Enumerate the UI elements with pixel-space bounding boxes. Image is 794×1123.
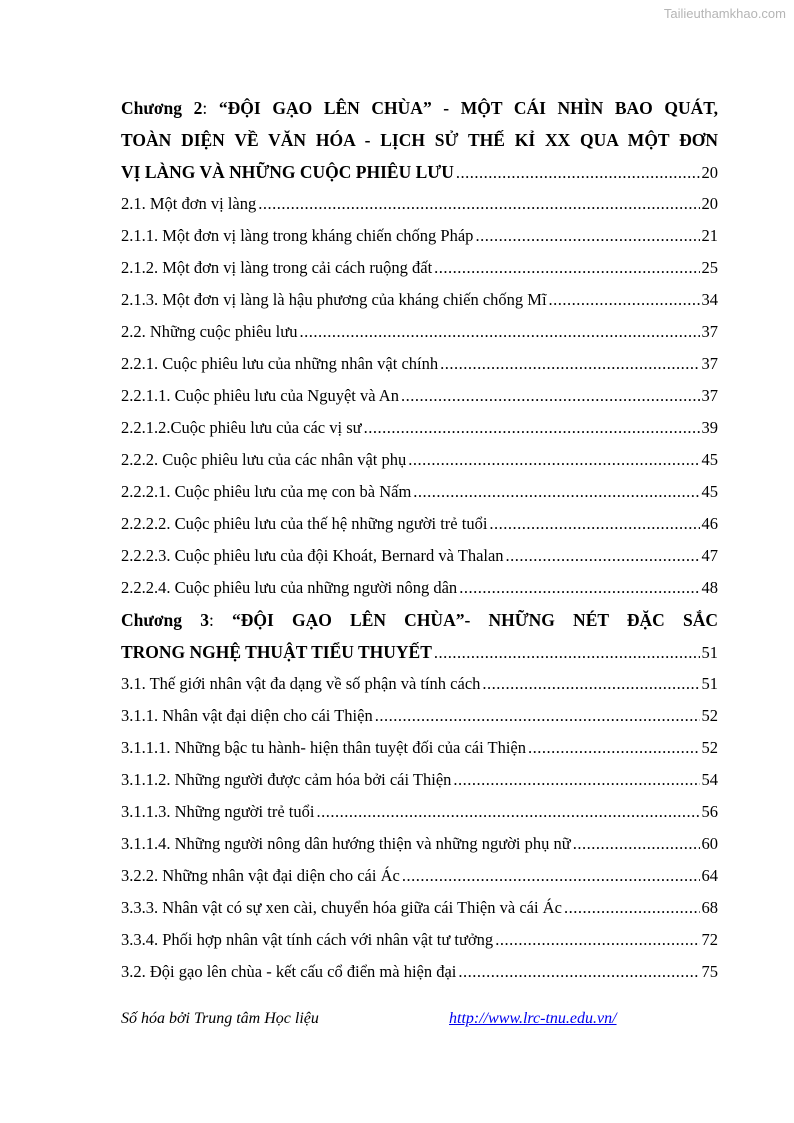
toc-entry[interactable] (121, 476, 718, 508)
page-number: 72 (701, 930, 718, 949)
dot-leader (364, 412, 700, 444)
toc-entry-label: 2.2.1.1. Cuộc phiêu lưu của Nguyệt và An (121, 386, 399, 405)
toc-entry[interactable] (121, 892, 718, 924)
toc-entry[interactable] (121, 828, 718, 860)
dot-leader (453, 764, 699, 796)
dot-leader (408, 444, 699, 476)
toc-entry-label: 2.2.2.3. Cuộc phiêu lưu của đội Khoát, Bernard và Thalan (121, 546, 504, 565)
page-number: 46 (701, 514, 718, 533)
toc-entry[interactable] (121, 508, 718, 540)
dot-leader (299, 316, 699, 348)
page-number: 56 (701, 802, 718, 821)
dot-leader (549, 284, 700, 316)
page-number: 68 (701, 898, 718, 917)
footer-url-link[interactable]: http://www.lrc-tnu.edu.vn/ (449, 1010, 617, 1027)
dot-leader (402, 860, 700, 892)
toc-entry-label: 3.1.1.1. Những bậc tu hành- hiện thân tuyệt đối của cái Thiện (121, 738, 526, 757)
dot-leader (482, 668, 699, 700)
toc-entry-label: 2.1.2. Một đơn vị làng trong cải cách ruộng đất (121, 258, 433, 277)
toc-entry-label: 3.1.1.4. Những người nông dân hướng thiện và những người phụ nữ (121, 834, 571, 853)
page-number: 51 (701, 674, 718, 693)
toc-entry[interactable] (121, 700, 718, 732)
page-number: 21 (701, 226, 718, 245)
dot-leader (413, 476, 699, 508)
toc-entry-label: 3.1.1.3. Những người trẻ tuổi (121, 802, 315, 821)
toc-entry-label: 2.2.2.1. Cuộc phiêu lưu của mẹ con bà Nấm (121, 482, 412, 501)
dot-leader (573, 828, 700, 860)
chapter-2-title-line-1: “ĐỘI GẠO LÊN CHÙA” - MỘT CÁI NHÌN BAO QUÁT, (218, 98, 718, 118)
toc-entry[interactable] (121, 252, 718, 284)
toc-entry[interactable] (121, 732, 718, 764)
toc-entry-label: 3.1.1. Nhân vật đại diện cho cái Thiện (121, 706, 373, 725)
page-number: 48 (701, 578, 718, 597)
toc-entry[interactable] (121, 412, 718, 444)
chapter-3-entries (121, 668, 718, 988)
toc-entry-label: 3.3.3. Nhân vật có sự xen cài, chuyển hóa giữa cái Thiện và cái Ác (121, 898, 562, 917)
dot-leader (434, 637, 700, 668)
page-number: 51 (701, 643, 718, 662)
toc-entry-label: 3.3.4. Phối hợp nhân vật tính cách với nhân vật tư tưởng (121, 930, 494, 949)
chapter-3-title-line-2: TRONG NGHỆ THUẬT TIỂU THUYẾT (121, 642, 432, 662)
page-number: 25 (701, 258, 718, 277)
toc-entry-label: 2.2. Những cuộc phiêu lưu (121, 322, 298, 341)
toc-entry[interactable] (121, 348, 718, 380)
toc-entry-label: 3.2.2. Những nhân vật đại diện cho cái Ác (121, 866, 400, 885)
watermark: Tailieuthamkhao.com (663, 6, 786, 21)
toc-entry[interactable] (121, 316, 718, 348)
toc-entry[interactable] (121, 284, 718, 316)
toc-entry-label: 2.1.3. Một đơn vị làng là hậu phương của kháng chiến chống Mĩ (121, 290, 547, 309)
toc-entry-label: 2.2.2.2. Cuộc phiêu lưu của thế hệ những người trẻ tuổi (121, 514, 488, 533)
page-number: 34 (701, 290, 718, 309)
toc-entry-label: 3.1.1.2. Những người được cảm hóa bởi cái Thiện (121, 770, 452, 789)
chapter-2-entries (121, 188, 718, 604)
toc-entry[interactable] (121, 924, 718, 956)
dot-leader (528, 732, 700, 764)
page-number: 37 (701, 322, 718, 341)
toc-entry-chapter-2[interactable] (121, 156, 718, 188)
page-number: 45 (701, 450, 718, 469)
chapter-3-colon: : (208, 610, 214, 630)
page-number: 37 (701, 354, 718, 373)
dot-leader (401, 380, 700, 412)
page-number: 20 (701, 163, 718, 182)
dot-leader (456, 157, 700, 188)
page-number: 20 (701, 194, 718, 213)
toc-entry[interactable] (121, 188, 718, 220)
page-number: 60 (701, 834, 718, 853)
dot-leader (489, 508, 699, 540)
toc-entry-label: 3.1. Thế giới nhân vật đa dạng về số phận và tính cách (121, 674, 481, 693)
chapter-3-label: Chương 3 (121, 610, 209, 630)
toc-entry[interactable] (121, 668, 718, 700)
page-number: 39 (701, 418, 718, 437)
dot-leader (475, 220, 699, 252)
chapter-2-heading-line-1 (121, 92, 718, 124)
page-number: 52 (701, 706, 718, 725)
chapter-2-title-line-3: VỊ LÀNG VÀ NHỮNG CUỘC PHIÊU LƯU (121, 162, 454, 182)
toc-entry-label: 2.1. Một đơn vị làng (121, 194, 257, 213)
toc-entry-chapter-3[interactable] (121, 636, 718, 668)
page-number: 45 (701, 482, 718, 501)
toc-entry[interactable] (121, 764, 718, 796)
dot-leader (440, 348, 699, 380)
chapter-2-label: Chương 2 (121, 98, 203, 118)
toc-entry-label: 2.2.1.2.Cuộc phiêu lưu của các vị sư (121, 418, 362, 437)
dot-leader (316, 796, 699, 828)
dot-leader (459, 572, 699, 604)
toc-entry-label: 2.2.2.4. Cuộc phiêu lưu của những người nông dân (121, 578, 458, 597)
page-number: 47 (701, 546, 718, 565)
chapter-2-heading-line-2 (121, 124, 718, 156)
chapter-2-colon: : (202, 98, 208, 118)
dot-leader (506, 540, 700, 572)
toc-entry-label: 2.2.2. Cuộc phiêu lưu của các nhân vật phụ (121, 450, 407, 469)
toc-entry-label: 2.2.1. Cuộc phiêu lưu của những nhân vật chính (121, 354, 439, 373)
dot-leader (375, 700, 700, 732)
chapter-3-title-line-1: “ĐỘI GẠO LÊN CHÙA”- NHỮNG NÉT ĐẶC SẮC (232, 610, 718, 630)
dot-leader (434, 252, 699, 284)
toc-entry[interactable] (121, 444, 718, 476)
dot-leader (258, 188, 699, 220)
toc-entry[interactable] (121, 540, 718, 572)
toc-entry[interactable] (121, 956, 718, 988)
toc-entry-label: 3.2. Đội gạo lên chùa - kết cấu cổ điển mà hiện đại (121, 962, 457, 981)
toc-entry[interactable] (121, 860, 718, 892)
page-number: 37 (701, 386, 718, 405)
dot-leader (458, 956, 699, 988)
toc-entry[interactable] (121, 796, 718, 828)
toc-entry[interactable] (121, 380, 718, 412)
table-of-contents (121, 92, 718, 988)
dot-leader (564, 892, 700, 924)
page-number: 54 (701, 770, 718, 789)
page-number: 52 (701, 738, 718, 757)
footer-source: Số hóa bởi Trung tâm Học liệu (121, 1010, 319, 1027)
page-number: 64 (701, 866, 718, 885)
toc-entry[interactable] (121, 572, 718, 604)
chapter-2-title-line-2: TOÀN DIỆN VỀ VĂN HÓA - LỊCH SỬ THẾ KỈ XX QUA MỘT ĐƠN (121, 130, 718, 150)
toc-entry[interactable] (121, 220, 718, 252)
dot-leader (495, 924, 699, 956)
chapter-3-heading-line-1 (121, 604, 718, 636)
page-number: 75 (701, 962, 718, 981)
toc-entry-label: 2.1.1. Một đơn vị làng trong kháng chiến chống Pháp (121, 226, 474, 245)
